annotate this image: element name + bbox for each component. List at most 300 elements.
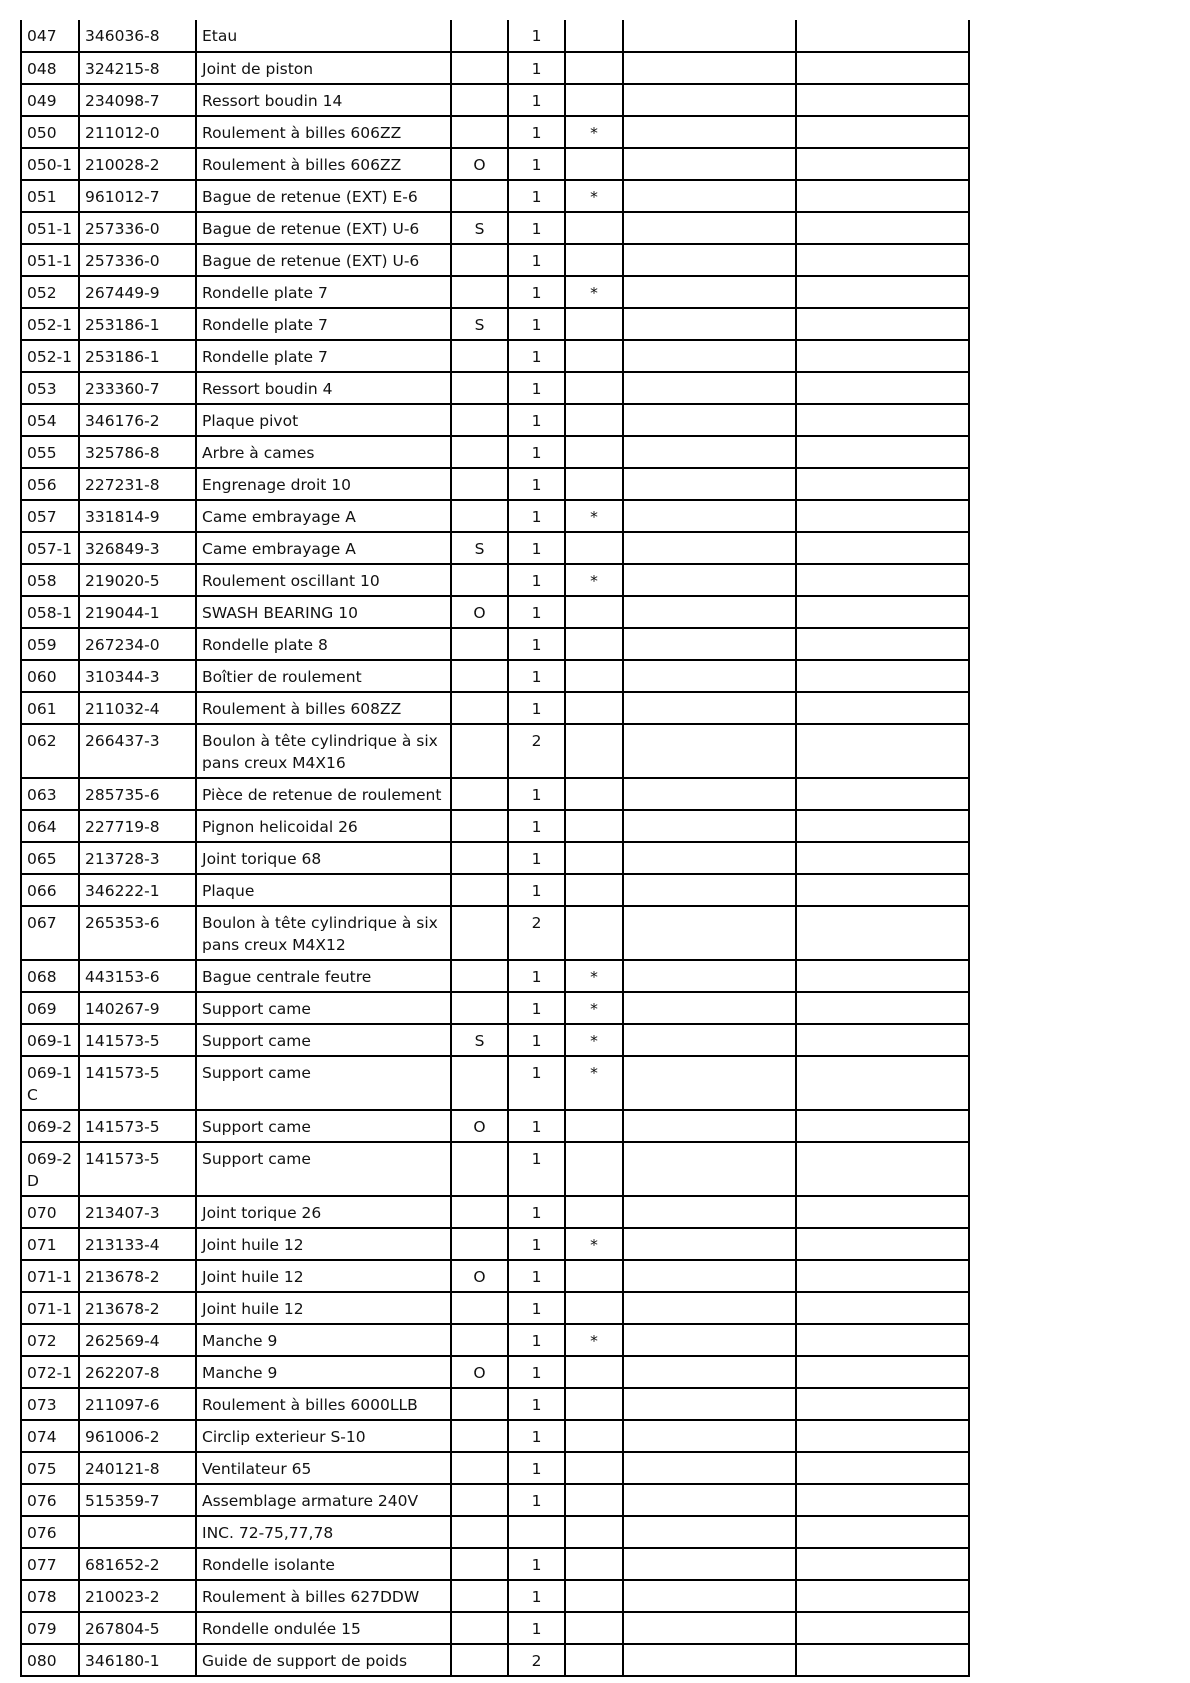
table-row: [21, 1260, 969, 1292]
note-cell: [565, 660, 623, 692]
item-number-cell: 068: [21, 960, 79, 992]
item-number-cell: 074: [21, 1420, 79, 1452]
blank-cell: [796, 1484, 969, 1516]
flag-cell: [451, 276, 508, 308]
flag-cell: [451, 692, 508, 724]
quantity-cell: 1: [508, 308, 565, 340]
blank-cell: [796, 1388, 969, 1420]
blank-cell: [623, 1260, 796, 1292]
description-cell: Ressort boudin 4: [196, 372, 451, 404]
quantity-cell: 1: [508, 1142, 565, 1196]
table-row: [21, 532, 969, 564]
description-cell: Boulon à tête cylindrique à six pans creux M4X12: [196, 906, 451, 960]
quantity-cell: 2: [508, 724, 565, 778]
item-number-cell: 052: [21, 276, 79, 308]
blank-cell: [623, 596, 796, 628]
description-cell: Plaque: [196, 874, 451, 906]
note-cell: *: [565, 992, 623, 1024]
quantity-cell: 1: [508, 596, 565, 628]
flag-cell: [451, 1644, 508, 1676]
item-number-cell: 048: [21, 52, 79, 84]
part-code-cell: 267449-9: [79, 276, 196, 308]
quantity-cell: 1: [508, 628, 565, 660]
item-number-cell: 054: [21, 404, 79, 436]
note-cell: [565, 692, 623, 724]
quantity-cell: 1: [508, 276, 565, 308]
description-cell: Support came: [196, 1142, 451, 1196]
table-row: [21, 20, 969, 52]
flag-cell: [451, 436, 508, 468]
note-cell: [565, 778, 623, 810]
blank-cell: [796, 724, 969, 778]
blank-cell: [623, 1292, 796, 1324]
table-row: [21, 1142, 969, 1196]
quantity-cell: 1: [508, 212, 565, 244]
description-cell: Rondelle plate 7: [196, 340, 451, 372]
blank-cell: [623, 1142, 796, 1196]
flag-cell: [451, 1228, 508, 1260]
table-row: [21, 628, 969, 660]
blank-cell: [623, 1196, 796, 1228]
blank-cell: [623, 1484, 796, 1516]
table-row: [21, 1324, 969, 1356]
blank-cell: [623, 308, 796, 340]
flag-cell: [451, 404, 508, 436]
note-cell: *: [565, 500, 623, 532]
note-cell: [565, 1452, 623, 1484]
description-cell: Boulon à tête cylindrique à six pans creux M4X16: [196, 724, 451, 778]
note-cell: [565, 1142, 623, 1196]
part-code-cell: 326849-3: [79, 532, 196, 564]
description-cell: Plaque pivot: [196, 404, 451, 436]
description-cell: Pignon helicoidal 26: [196, 810, 451, 842]
blank-cell: [796, 276, 969, 308]
item-number-cell: 063: [21, 778, 79, 810]
blank-cell: [796, 564, 969, 596]
part-code-cell: 253186-1: [79, 308, 196, 340]
item-number-cell: 050-1: [21, 148, 79, 180]
flag-cell: [451, 660, 508, 692]
flag-cell: [451, 1516, 508, 1548]
blank-cell: [623, 1516, 796, 1548]
description-cell: Support came: [196, 1024, 451, 1056]
flag-cell: S: [451, 308, 508, 340]
description-cell: Rondelle plate 7: [196, 276, 451, 308]
flag-cell: [451, 52, 508, 84]
blank-cell: [623, 340, 796, 372]
part-code-cell: 211097-6: [79, 1388, 196, 1420]
table-row: [21, 1228, 969, 1260]
description-cell: Bague centrale feutre: [196, 960, 451, 992]
part-code-cell: 515359-7: [79, 1484, 196, 1516]
flag-cell: [451, 500, 508, 532]
table-row: [21, 1420, 969, 1452]
table-row: [21, 692, 969, 724]
item-number-cell: 047: [21, 20, 79, 52]
blank-cell: [623, 468, 796, 500]
note-cell: [565, 1388, 623, 1420]
table-row: [21, 874, 969, 906]
note-cell: *: [565, 1024, 623, 1056]
note-cell: [565, 628, 623, 660]
part-code-cell: 213678-2: [79, 1292, 196, 1324]
description-cell: Joint de piston: [196, 52, 451, 84]
flag-cell: [451, 1324, 508, 1356]
item-number-cell: 071: [21, 1228, 79, 1260]
item-number-cell: 060: [21, 660, 79, 692]
item-number-cell: 065: [21, 842, 79, 874]
part-code-cell: 346036-8: [79, 20, 196, 52]
parts-table: [20, 20, 970, 1677]
quantity-cell: 1: [508, 1612, 565, 1644]
flag-cell: [451, 468, 508, 500]
note-cell: [565, 1516, 623, 1548]
item-number-cell: 066: [21, 874, 79, 906]
blank-cell: [623, 992, 796, 1024]
flag-cell: O: [451, 148, 508, 180]
table-row: [21, 960, 969, 992]
flag-cell: [451, 1292, 508, 1324]
flag-cell: [451, 372, 508, 404]
table-row: [21, 52, 969, 84]
note-cell: [565, 724, 623, 778]
part-code-cell: 211032-4: [79, 692, 196, 724]
blank-cell: [796, 436, 969, 468]
table-row: [21, 1110, 969, 1142]
part-code-cell: 140267-9: [79, 992, 196, 1024]
blank-cell: [623, 1420, 796, 1452]
quantity-cell: 1: [508, 960, 565, 992]
table-row: [21, 468, 969, 500]
part-code-cell: 266437-3: [79, 724, 196, 778]
part-code-cell: 233360-7: [79, 372, 196, 404]
note-cell: *: [565, 180, 623, 212]
blank-cell: [796, 960, 969, 992]
blank-cell: [623, 1452, 796, 1484]
item-number-cell: 062: [21, 724, 79, 778]
note-cell: [565, 1580, 623, 1612]
part-code-cell: 210023-2: [79, 1580, 196, 1612]
flag-cell: [451, 1196, 508, 1228]
flag-cell: [451, 20, 508, 52]
description-cell: Manche 9: [196, 1356, 451, 1388]
description-cell: Rondelle isolante: [196, 1548, 451, 1580]
note-cell: [565, 1612, 623, 1644]
note-cell: *: [565, 116, 623, 148]
quantity-cell: 1: [508, 340, 565, 372]
quantity-cell: 1: [508, 692, 565, 724]
table-row: [21, 1516, 969, 1548]
item-number-cell: 050: [21, 116, 79, 148]
quantity-cell: 1: [508, 874, 565, 906]
table-row: [21, 724, 969, 778]
blank-cell: [796, 692, 969, 724]
blank-cell: [796, 628, 969, 660]
quantity-cell: 2: [508, 1644, 565, 1676]
blank-cell: [623, 52, 796, 84]
table-row: [21, 778, 969, 810]
part-code-cell: 961012-7: [79, 180, 196, 212]
blank-cell: [796, 1024, 969, 1056]
blank-cell: [796, 992, 969, 1024]
note-cell: *: [565, 1324, 623, 1356]
table-row: [21, 1356, 969, 1388]
blank-cell: [623, 660, 796, 692]
quantity-cell: 1: [508, 810, 565, 842]
blank-cell: [796, 148, 969, 180]
description-cell: Joint huile 12: [196, 1228, 451, 1260]
item-number-cell: 072-1: [21, 1356, 79, 1388]
item-number-cell: 051-1: [21, 212, 79, 244]
part-code-cell: 324215-8: [79, 52, 196, 84]
description-cell: Engrenage droit 10: [196, 468, 451, 500]
description-cell: Joint torique 68: [196, 842, 451, 874]
note-cell: [565, 1356, 623, 1388]
quantity-cell: 1: [508, 1110, 565, 1142]
part-code-cell: 211012-0: [79, 116, 196, 148]
blank-cell: [623, 1110, 796, 1142]
flag-cell: [451, 1388, 508, 1420]
blank-cell: [623, 874, 796, 906]
flag-cell: [451, 244, 508, 276]
note-cell: [565, 436, 623, 468]
flag-cell: [451, 1452, 508, 1484]
part-code-cell: 219020-5: [79, 564, 196, 596]
table-row: [21, 660, 969, 692]
blank-cell: [796, 1196, 969, 1228]
note-cell: [565, 596, 623, 628]
item-number-cell: 073: [21, 1388, 79, 1420]
item-number-cell: 069-2D: [21, 1142, 79, 1196]
table-row: [21, 436, 969, 468]
description-cell: Support came: [196, 992, 451, 1024]
blank-cell: [623, 1056, 796, 1110]
blank-cell: [796, 1292, 969, 1324]
item-number-cell: 069-1C: [21, 1056, 79, 1110]
part-code-cell: 265353-6: [79, 906, 196, 960]
quantity-cell: 1: [508, 116, 565, 148]
part-code-cell: 346180-1: [79, 1644, 196, 1676]
quantity-cell: 1: [508, 52, 565, 84]
quantity-cell: 1: [508, 1484, 565, 1516]
flag-cell: [451, 1484, 508, 1516]
quantity-cell: 1: [508, 1356, 565, 1388]
blank-cell: [796, 1228, 969, 1260]
note-cell: [565, 148, 623, 180]
blank-cell: [623, 724, 796, 778]
table-row: [21, 596, 969, 628]
description-cell: Joint huile 12: [196, 1292, 451, 1324]
part-code-cell: 240121-8: [79, 1452, 196, 1484]
part-code-cell: 213728-3: [79, 842, 196, 874]
blank-cell: [796, 84, 969, 116]
blank-cell: [623, 20, 796, 52]
flag-cell: [451, 810, 508, 842]
note-cell: [565, 84, 623, 116]
quantity-cell: 1: [508, 1196, 565, 1228]
quantity-cell: 1: [508, 1228, 565, 1260]
item-number-cell: 051: [21, 180, 79, 212]
blank-cell: [623, 692, 796, 724]
item-number-cell: 052-1: [21, 308, 79, 340]
description-cell: Ressort boudin 14: [196, 84, 451, 116]
part-code-cell: 253186-1: [79, 340, 196, 372]
blank-cell: [796, 1516, 969, 1548]
flag-cell: [451, 960, 508, 992]
flag-cell: [451, 1420, 508, 1452]
quantity-cell: 1: [508, 1024, 565, 1056]
quantity-cell: 1: [508, 660, 565, 692]
item-number-cell: 075: [21, 1452, 79, 1484]
description-cell: Rondelle plate 7: [196, 308, 451, 340]
item-number-cell: 056: [21, 468, 79, 500]
blank-cell: [623, 404, 796, 436]
part-code-cell: 219044-1: [79, 596, 196, 628]
quantity-cell: [508, 1516, 565, 1548]
flag-cell: [451, 340, 508, 372]
blank-cell: [796, 1260, 969, 1292]
note-cell: [565, 532, 623, 564]
blank-cell: [623, 1580, 796, 1612]
blank-cell: [796, 340, 969, 372]
flag-cell: [451, 180, 508, 212]
flag-cell: [451, 116, 508, 148]
blank-cell: [796, 1356, 969, 1388]
note-cell: [565, 1644, 623, 1676]
table-row: [21, 842, 969, 874]
description-cell: Support came: [196, 1056, 451, 1110]
description-cell: Joint torique 26: [196, 1196, 451, 1228]
table-row: [21, 810, 969, 842]
flag-cell: [451, 628, 508, 660]
blank-cell: [796, 874, 969, 906]
blank-cell: [796, 596, 969, 628]
part-code-cell: 961006-2: [79, 1420, 196, 1452]
note-cell: [565, 468, 623, 500]
item-number-cell: 078: [21, 1580, 79, 1612]
part-code-cell: 257336-0: [79, 212, 196, 244]
blank-cell: [623, 180, 796, 212]
description-cell: Guide de support de poids: [196, 1644, 451, 1676]
blank-cell: [796, 244, 969, 276]
blank-cell: [796, 1324, 969, 1356]
table-row: [21, 180, 969, 212]
note-cell: [565, 810, 623, 842]
blank-cell: [796, 1548, 969, 1580]
blank-cell: [623, 906, 796, 960]
note-cell: [565, 1548, 623, 1580]
table-row: [21, 1024, 969, 1056]
table-row: [21, 148, 969, 180]
quantity-cell: 1: [508, 180, 565, 212]
table-row: [21, 906, 969, 960]
part-code-cell: 681652-2: [79, 1548, 196, 1580]
blank-cell: [796, 180, 969, 212]
blank-cell: [623, 500, 796, 532]
quantity-cell: 1: [508, 532, 565, 564]
part-code-cell: 346222-1: [79, 874, 196, 906]
part-code-cell: 141573-5: [79, 1110, 196, 1142]
part-code-cell: 331814-9: [79, 500, 196, 532]
quantity-cell: 1: [508, 1452, 565, 1484]
item-number-cell: 080: [21, 1644, 79, 1676]
blank-cell: [623, 276, 796, 308]
table-row: [21, 1292, 969, 1324]
flag-cell: [451, 564, 508, 596]
item-number-cell: 072: [21, 1324, 79, 1356]
description-cell: Roulement à billes 606ZZ: [196, 148, 451, 180]
table-row: [21, 308, 969, 340]
blank-cell: [623, 212, 796, 244]
blank-cell: [796, 660, 969, 692]
blank-cell: [623, 244, 796, 276]
part-code-cell: 285735-6: [79, 778, 196, 810]
description-cell: Bague de retenue (EXT) U-6: [196, 244, 451, 276]
part-code-cell: 257336-0: [79, 244, 196, 276]
description-cell: Ventilateur 65: [196, 1452, 451, 1484]
blank-cell: [623, 628, 796, 660]
note-cell: *: [565, 960, 623, 992]
description-cell: Roulement à billes 627DDW: [196, 1580, 451, 1612]
blank-cell: [623, 960, 796, 992]
part-code-cell: 213407-3: [79, 1196, 196, 1228]
description-cell: Pièce de retenue de roulement: [196, 778, 451, 810]
flag-cell: S: [451, 1024, 508, 1056]
quantity-cell: 1: [508, 404, 565, 436]
flag-cell: [451, 1142, 508, 1196]
blank-cell: [623, 1228, 796, 1260]
quantity-cell: 1: [508, 1388, 565, 1420]
item-number-cell: 055: [21, 436, 79, 468]
blank-cell: [796, 1452, 969, 1484]
table-row: [21, 116, 969, 148]
description-cell: Roulement à billes 6000LLB: [196, 1388, 451, 1420]
part-code-cell: 443153-6: [79, 960, 196, 992]
blank-cell: [796, 308, 969, 340]
item-number-cell: 057-1: [21, 532, 79, 564]
table-row: [21, 84, 969, 116]
blank-cell: [623, 1612, 796, 1644]
quantity-cell: 2: [508, 906, 565, 960]
flag-cell: [451, 874, 508, 906]
description-cell: SWASH BEARING 10: [196, 596, 451, 628]
item-number-cell: 049: [21, 84, 79, 116]
note-cell: [565, 1484, 623, 1516]
item-number-cell: 071-1: [21, 1292, 79, 1324]
note-cell: [565, 874, 623, 906]
note-cell: [565, 20, 623, 52]
blank-cell: [623, 372, 796, 404]
table-row: [21, 404, 969, 436]
blank-cell: [796, 52, 969, 84]
note-cell: [565, 244, 623, 276]
table-row: [21, 1644, 969, 1676]
flag-cell: S: [451, 532, 508, 564]
part-code-cell: 267234-0: [79, 628, 196, 660]
blank-cell: [796, 906, 969, 960]
item-number-cell: 059: [21, 628, 79, 660]
blank-cell: [623, 148, 796, 180]
flag-cell: S: [451, 212, 508, 244]
blank-cell: [796, 404, 969, 436]
blank-cell: [623, 778, 796, 810]
quantity-cell: 1: [508, 1580, 565, 1612]
blank-cell: [796, 842, 969, 874]
blank-cell: [796, 212, 969, 244]
flag-cell: [451, 842, 508, 874]
table-row: [21, 340, 969, 372]
flag-cell: [451, 1580, 508, 1612]
